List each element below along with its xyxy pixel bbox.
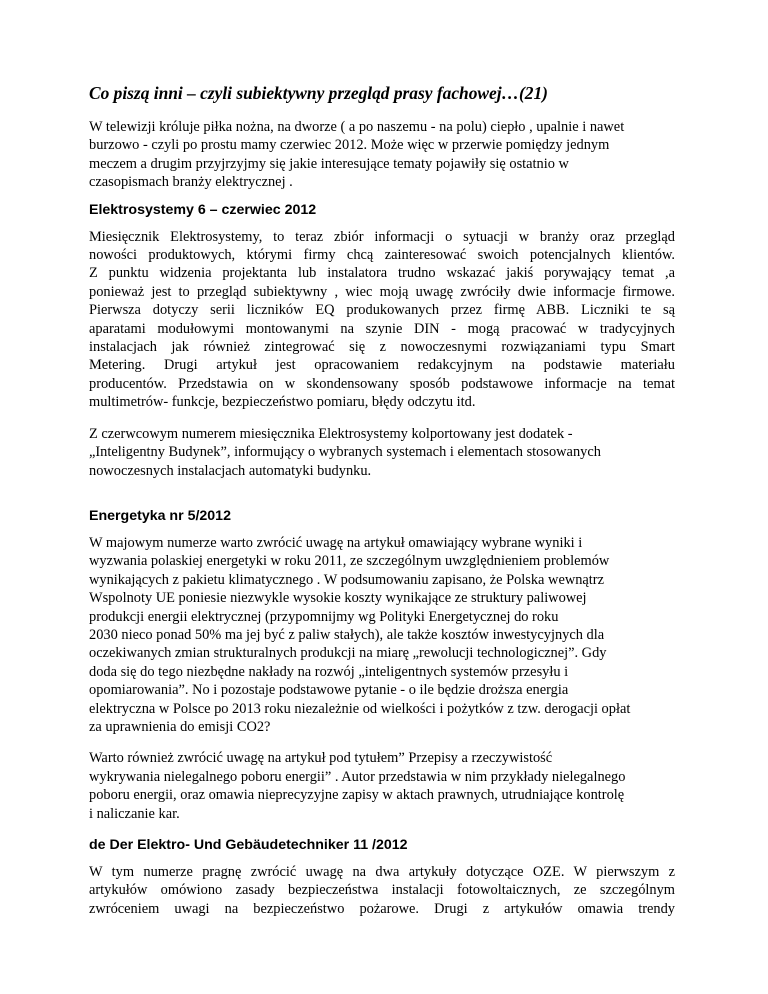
text-line: produkcji energii elektrycznej (przypomnijmy wg Polityki Energetycznej do roku: [89, 608, 559, 625]
section-paragraph: [89, 425, 675, 480]
text-line: burzowo - czyli po prostu mamy czerwiec 2012. Może więc w przerwie pomiędzy jednym: [89, 137, 610, 154]
section-heading-energetyka: Energetyka nr 5/2012: [89, 507, 231, 524]
text-line: wynikających z pakietu klimatycznego . W podsumowaniu zapisano, że Polska wewnątrz: [89, 571, 604, 588]
text-line: nowości produktowych, którymi firmy chcą zainteresować swoich potencjalnych klientów.: [89, 247, 675, 264]
text-line: opomiarowania”. No i pozostaje podstawowe pytanie - o ile będzie droższa energia: [89, 682, 569, 699]
text-line: zwróceniem uwagi na bezpieczeństwo pożarowe. Drugi z artykułów omawia trendy: [89, 900, 675, 917]
text-line: czasopismach branży elektrycznej .: [89, 174, 293, 191]
text-line: poboru energii, oraz omawia nieprecyzyjne zapisy w aktach prawnych, utrudniające kontrolę: [89, 787, 625, 804]
text-line: oczekiwanych zmian strukturalnych produkcji na miarę „rewolucji technologicznej”. Gdy: [89, 645, 607, 662]
text-line: 2030 nieco ponad 50% ma jej być z paliw stałych), ale także kosztów inwestycyjnych dla: [89, 626, 605, 643]
text-line: Z punktu widzenia projektanta lub instalatora trudno wskazać jakiś porywający temat ,a: [89, 265, 675, 282]
text-line: W majowym numerze warto zwrócić uwagę na artykuł omawiający wybrane wyniki i: [89, 534, 583, 551]
section-paragraph: [89, 863, 675, 918]
text-line: „Inteligentny Budynek”, informujący o wybranych systemach i elementach stosowanych: [89, 444, 601, 461]
text-line: Miesięcznik Elektrosystemy, to teraz zbiór informacji o sytuacji w branży oraz przegląd: [89, 228, 675, 245]
text-line: Warto również zwrócić uwagę na artykuł pod tytułem” Przepisy a rzeczywistość: [89, 750, 553, 767]
text-line: Pierwsza dotyczy serii liczników EQ produkowanych przez firmę ABB. Liczniki te są: [89, 302, 675, 319]
text-line: Wspolnoty UE poniesie niezwykle wysokie koszty wynikające ze struktury paliwowej: [89, 590, 587, 607]
text-line: multimetrów- funkcje, bezpieczeństwo pomiaru, błędy odczytu itd.: [89, 394, 476, 411]
text-line: Z czerwcowym numerem miesięcznika Elektrosystemy kolportowany jest dodatek -: [89, 425, 573, 442]
text-line: i naliczanie kar.: [89, 805, 180, 822]
text-line: wyzwania polaskiej energetyki w roku 2011, ze szczególnym uwzględnieniem problemów: [89, 553, 610, 570]
intro-paragraph: [89, 118, 675, 192]
document-title: Co piszą inni – czyli subiektywny przegląd prasy fachowej…(21): [89, 83, 548, 103]
text-line: doda się do tego niezbędne nakłady na rozwój „inteligentnych systemów przesyłu i: [89, 663, 569, 680]
text-line: aparatami modułowymi montowanymi na szynie DIN - mogą pracować w tradycyjnych: [89, 320, 675, 337]
section-paragraph: [89, 749, 675, 823]
text-line: za uprawnienia do emisji CO2?: [89, 718, 271, 735]
section-paragraph: [89, 228, 675, 412]
text-line: elektryczna w Polsce po 2013 roku niezależnie od wielkości i pożytków z tzw. derogacji opłat: [89, 700, 631, 717]
text-line: instalacjach jak również zintegrować się z nowoczesnymi rozwiązaniami typu Smart: [89, 339, 675, 356]
text-line: artykułów omówiono zasady bezpieczeństwa instalacji fotowoltaicznych, ze szczególnym: [89, 882, 675, 899]
text-line: ponieważ jest to przegląd subiektywny , wiec moją uwagę zwróciły dwie informacje firmowe.: [89, 283, 675, 300]
text-line: wykrywania nielegalnego poboru energii” . Autor przedstawia w nim przykłady nielegalnego: [89, 768, 626, 785]
document-page: [89, 82, 675, 918]
section-paragraph: [89, 534, 675, 736]
text-line: nowoczesnych instalacjach automatyki budynku.: [89, 462, 372, 479]
text-line: W telewizji króluje piłka nożna, na dworze ( a po naszemu - na polu) ciepło , upalnie i nawet: [89, 119, 625, 135]
section-heading-elektro-gebaudetechniker: de Der Elektro- Und Gebäudetechniker 11 /2012: [89, 837, 408, 853]
text-line: Metering. Drugi artykuł jest opracowaniem redakcyjnym na podstawie materiału: [89, 357, 675, 374]
text-line: W tym numerze pragnę zwrócić uwagę na dwa artykuły dotyczące OZE. W pierwszym z: [89, 864, 675, 880]
text-line: producentów. Przedstawia on w skondensowany sposób podstawowe informacje na temat: [89, 375, 675, 392]
text-line: meczem a drugim przyjrzyjmy się jakie interesujące tematy pojawiły się ostatnio w: [89, 155, 569, 172]
section-heading-elektrosystemy: Elektrosystemy 6 – czerwiec 2012: [89, 201, 317, 218]
